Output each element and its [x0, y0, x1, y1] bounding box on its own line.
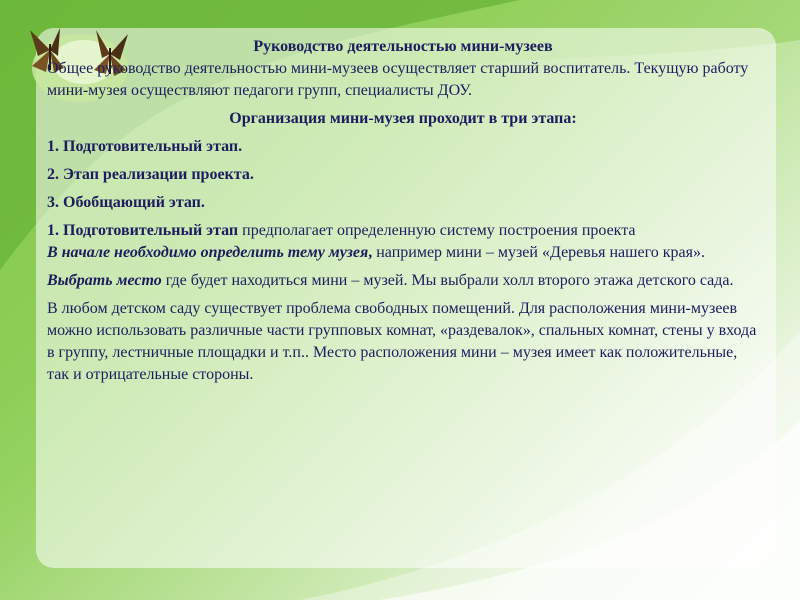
place-text: где будет находиться мини – музей. Мы выбрали холл второго этажа детского сада.	[161, 272, 734, 289]
place-emphasis: Выбрать место	[47, 272, 162, 289]
stage-2: 2. Этап реализации проекта.	[47, 166, 254, 183]
theme-paragraph	[47, 242, 759, 264]
prep-paragraph	[47, 220, 759, 242]
theme-text: например мини – музей «Деревья нашего края».	[372, 244, 705, 261]
slide-title: Руководство деятельностью мини-музеев	[253, 38, 553, 55]
stage-3: 3. Обобщающий этап.	[47, 194, 205, 211]
intro-paragraph: Общее руководство деятельностью мини-музеев осуществляет старший воспитатель. Текущую работу мини-музея осуществляют педагоги групп, специалисты ДОУ.	[47, 60, 749, 99]
theme-emphasis: В начале необходимо определить тему музея	[47, 244, 369, 261]
prep-text: предполагает определенную систему построения проекта	[238, 222, 636, 239]
slide-content	[47, 36, 759, 392]
closing-paragraph: В любом детском саду существует проблема свободных помещений. Для расположения мини-музеев можно использовать различные части групповых комнат, «раздевалок», спальных комнат, стены у входа в группу, лестничные площадки и т.п.. Место расположения мини – музея имеет как положительные, так и отрицательные стороны.	[47, 300, 757, 383]
theme-comma: ,	[368, 244, 373, 261]
prep-bold: 1. Подготовительный этап	[47, 222, 239, 239]
place-paragraph	[47, 270, 759, 292]
stage-1: 1. Подготовительный этап.	[47, 138, 243, 155]
stages-subtitle: Организация мини-музея проходит в три этапа:	[229, 110, 577, 127]
